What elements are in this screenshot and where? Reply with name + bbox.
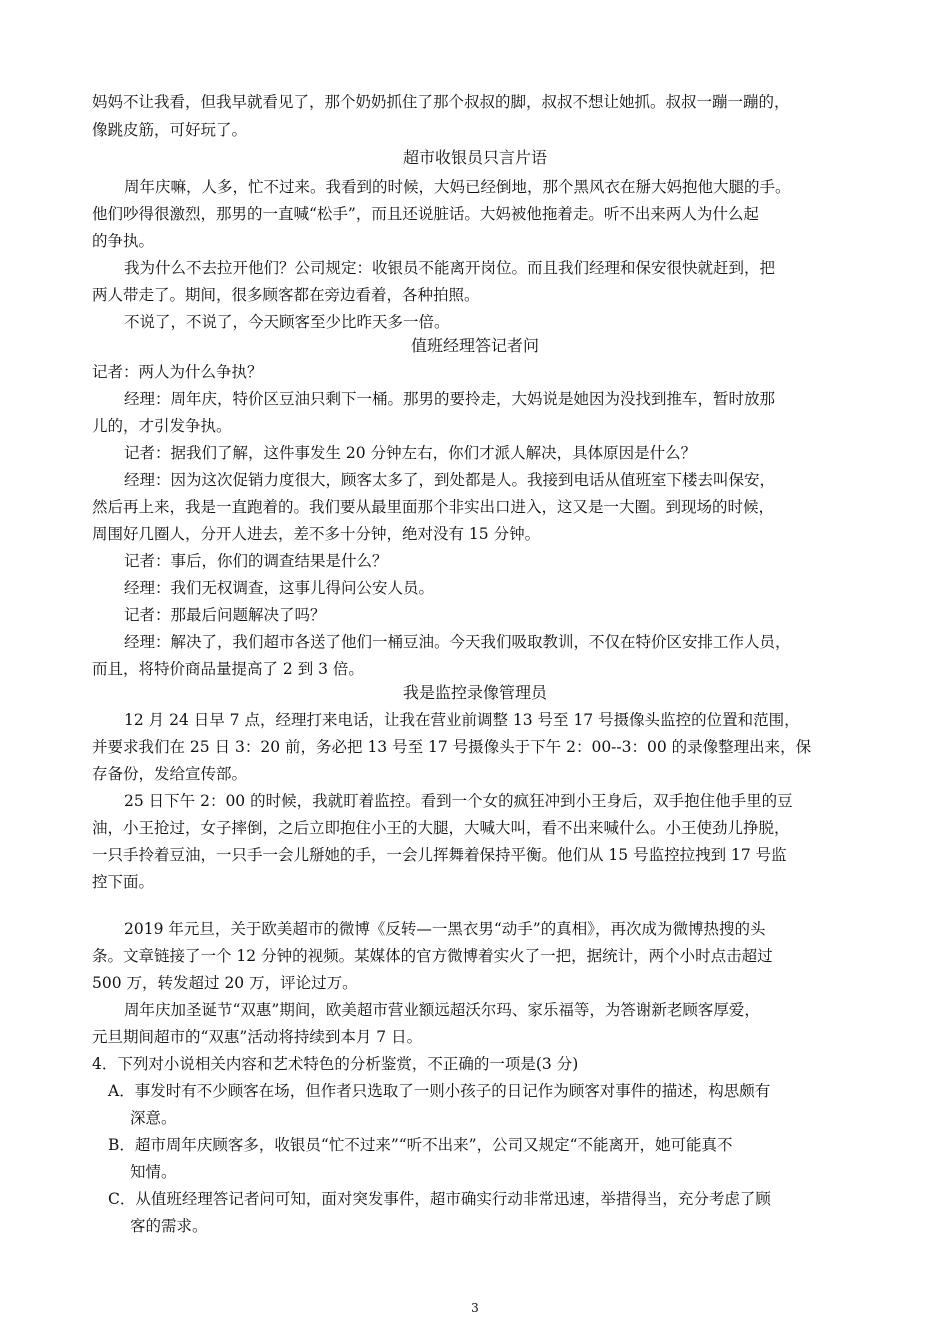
text-line: 经理：我们无权调查，这事儿得问公安人员。: [124, 579, 435, 597]
section-heading: 超市收银员只言片语: [402, 148, 547, 167]
text-line: 条。文章链接了一个 12 分钟的视频。某媒体的官方微博着实火了一把，据统计，两个小时点击超过: [92, 947, 773, 965]
text-line: 12 月 24 日早 7 点，经理打来电话，让我在营业前调整 13 号至 17 号摄像头监控的位置和范围，: [124, 711, 800, 729]
text-line: 一只手拎着豆油，一只手一会儿掰她的手，一会儿挥舞着保持平衡。他们从 15 号监控拉拽到 17 号监: [92, 846, 787, 864]
text-line: 不说了，不说了，今天顾客至少比昨天多一倍。: [124, 313, 450, 331]
option-c: C．从值班经理答记者问可知，面对突发事件，超市确实行动非常迅速，举措得当，充分考虑了顾: [108, 1190, 771, 1208]
text-line: 经理：解决了，我们超市各送了他们一桶豆油。今天我们吸取教训，不仅在特价区安排工作人员，: [124, 633, 791, 651]
text-line: 记者：那最后问题解决了吗？: [124, 606, 326, 624]
text-line: 经理：周年庆，特价区豆油只剩下一桶。那男的要拎走，大妈说是她因为没找到推车，暂时放那: [124, 390, 776, 408]
text-line: 经理：因为这次促销力度很大，顾客太多了，到处都是人。我接到电话从值班室下楼去叫保安，: [124, 471, 776, 489]
text-line: 记者：据我们了解，这件事发生 20 分钟左右，你们才派人解决，具体原因是什么？: [124, 444, 697, 462]
text-line: 油，小王抢过，女子摔倒，之后立即抱住小王的大腿，大喊大叫，看不出来喊什么。小王使劲儿挣脱，: [92, 819, 790, 837]
text-line: 他们吵得很激烈，那男的一直喊“松手”，而且还说脏话。大妈被他拖着走。听不出来两人为什么起: [92, 205, 759, 223]
text-line: 我为什么不去拉开他们？公司规定：收银员不能离开岗位。而且我们经理和保安很快就赶到，把: [124, 259, 776, 277]
text-line: 记者：两人为什么争执？: [92, 363, 263, 381]
text-line: 两人带走了。期间，很多顾客都在旁边看着，各种拍照。: [92, 286, 480, 304]
text-line: 周年庆嘛，人多，忙不过来。我看到的时候，大妈已经倒地，那个黑风衣在掰大妈抱他大腿的手。: [124, 178, 791, 196]
option-b-cont: 知情。: [130, 1163, 177, 1181]
text-line: 妈妈不让我看，但我早就看见了，那个奶奶抓住了那个叔叔的脚，叔叔不想让她抓。叔叔一蹦一蹦的，: [92, 93, 790, 111]
text-line: 并要求我们在 25 日 3：20 前，务必把 13 号至 17 号摄像头于下午 2：00--3：00 的录像整理出来，保: [92, 738, 812, 756]
option-c-cont: 客的需求。: [130, 1217, 208, 1235]
option-b: B．超市周年庆顾客多，收银员“忙不过来”“听不出来”，公司又规定“不能离开，她可能真不: [108, 1136, 733, 1154]
text-line: 2019 年元旦，关于欧美超市的微博《反转—一黑衣男“动手”的真相》，再次成为微博热搜的头: [124, 920, 766, 938]
option-a-cont: 深意。: [130, 1109, 177, 1127]
text-line: 周年庆加圣诞节“双惠”期间，欧美超市营业额远超沃尔玛、家乐福等，为答谢新老顾客厚爱，: [124, 1001, 760, 1019]
text-line: 周围好几圈人，分开人进去，差不多十分钟，绝对没有 15 分钟。: [92, 525, 541, 543]
section-heading: 值班经理答记者问: [410, 336, 539, 355]
question-stem: 4．下列对小说相关内容和艺术特色的分析鉴赏，不正确的一项是(3 分): [92, 1055, 579, 1073]
text-line: 然后再上来，我是一直跑着的。我们要从最里面那个非实出口进入，这又是一大圈。到现场的时候，: [92, 498, 775, 516]
text-line: 的争执。: [92, 232, 155, 250]
text-line: 记者：事后，你们的调查结果是什么？: [124, 552, 388, 570]
text-line: 控下面。: [92, 873, 155, 891]
section-heading: 我是监控录像管理员: [402, 683, 547, 702]
option-a: A．事发时有不少顾客在场，但作者只选取了一则小孩子的日记作为顾客对事件的描述，构思颇有: [108, 1082, 771, 1100]
text-line: 存备份，发给宣传部。: [92, 765, 248, 783]
text-line: 500 万，转发超过 20 万，评论过万。: [92, 974, 358, 992]
text-line: 25 日下午 2：00 的时候，我就盯着监控。看到一个女的疯狂冲到小王身后，双手抱住他手里的豆: [124, 792, 793, 810]
text-line: 元旦期间超市的“双惠”活动将持续到本月 7 日。: [92, 1028, 423, 1046]
text-line: 而且，将特价商品量提高了 2 到 3 倍。: [92, 660, 364, 678]
page-number: 3: [471, 1301, 479, 1315]
text-line: 像跳皮筋，可好玩了。: [92, 121, 248, 139]
text-line: 儿的，才引发争执。: [92, 417, 232, 435]
